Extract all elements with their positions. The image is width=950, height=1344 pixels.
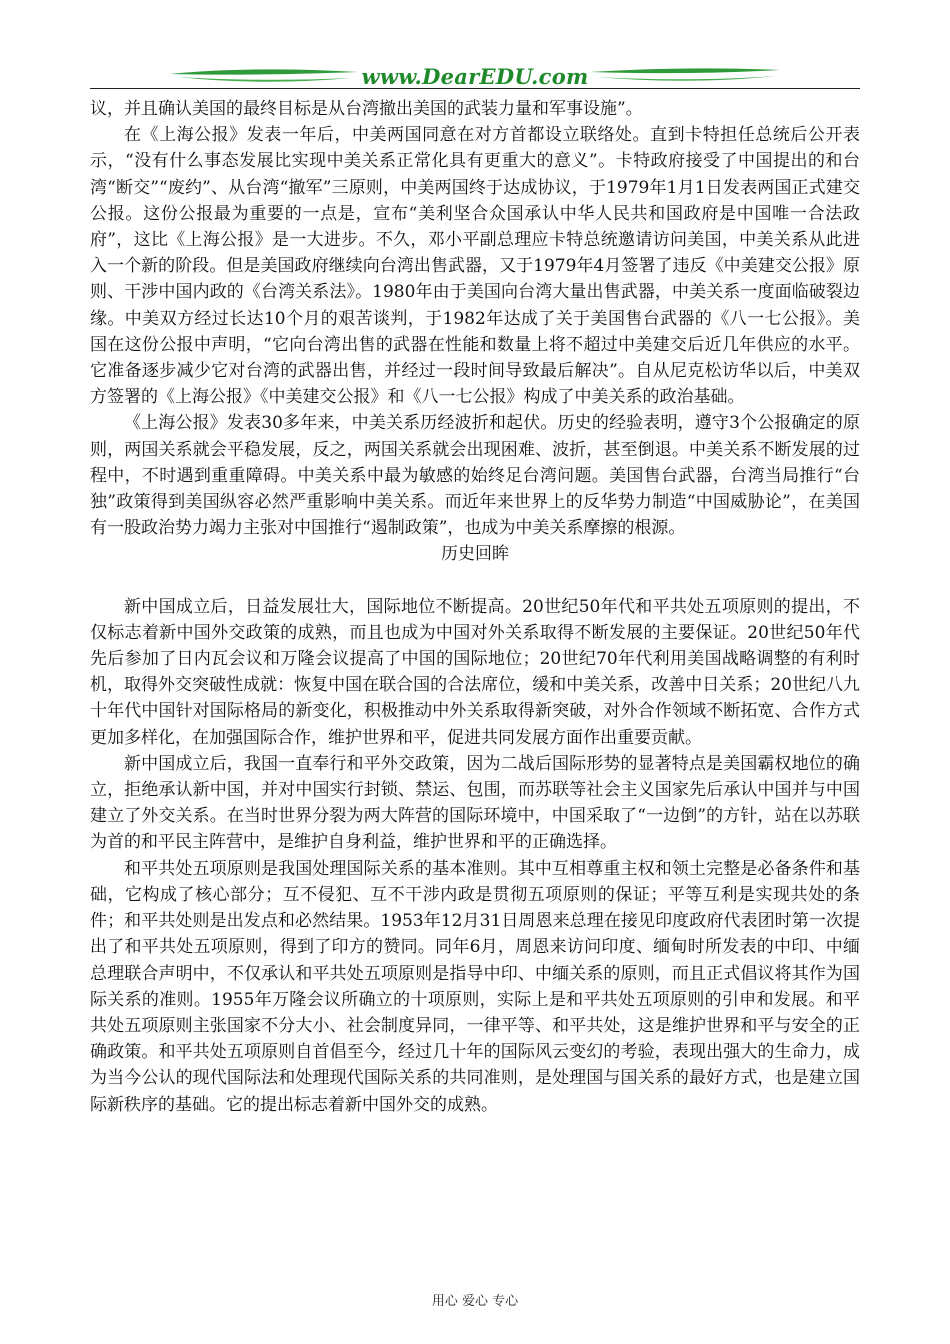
section-title: 历史回眸 — [441, 544, 509, 565]
paragraph: 新中国成立后，我国一直奉行和平外交政策，因为二战后国际形势的显著特点是美国霸权地位的确立，拒绝承认新中国，并对中国实行封锁、禁运、包围，而苏联等社会主义国家先后承认中国并与中国建立了外交关系。在当时世界分裂为两大阵营的国际环境中，中国采取了“一边倒”的方针，站在以苏联为首的和平民主阵营中，是维护自身利益，维护世界和平的正确选择。 — [90, 753, 860, 853]
paragraph: 《上海公报》发表30多年来，中美关系历经波折和起伏。历史的经验表明，遵守3个公报确定的原则，两国关系就会平稳发展，反之，两国关系就会出现困难、波折，甚至倒退。中美关系不断发展的过程中，不时遇到重重障碍。中美关系中最为敏感的始终足台湾问题。美国售台武器，台湾当局推行“台独”政策得到美国纵容必然严重影响中美关系。而近年来世界上的反华势力制造“中国威胁论”，在美国有一股政治势力竭力主张对中国推行“遏制政策”，也成为中美关系摩擦的根源。 — [90, 413, 860, 539]
paragraph: 在《上海公报》发表一年后，中美两国同意在对方首都设立联络处。直到卡特担任总统后公开表示，“没有什么事态发展比实现中美关系正常化具有更重大的意义”。卡特政府接受了中国提出的和台湾“断交”“废约”、从台湾“撤军”三原则，中美两国终于达成协议，于1979年1月1日发表两国正式建交公报。这份公报最为重要的一点是，宣布“美利坚合众国承认中华人民共和国政府是中国唯一合法政府”，这比《上海公报》是一大进步。不久，邓小平副总理应卡特总统邀请访问美国，中美关系从此进入一个新的阶段。但是美国政府继续向台湾出售武器，又于1979年4月签署了违反《中美建交公报》原则、干涉中国内政的《台湾关系法》。1980年由于美国向台湾大量出售武器，中美关系一度面临破裂边缘。中美双方经过长达10个月的艰苦谈判，于1982年达成了关于美国售台武器的《八一七公报》。美国在这份公报中声明，“它向台湾出售的武器在性能和数量上将不超过中美建交后近几年供应的水平。它准备逐步减少它对台湾的武器出售，并经过一段时间导致最后解决”。自从尼克松访华以后，中美双方签署的《上海公报》《中美建交公报》和《八一七公报》构成了中美关系的政治基础。 — [90, 125, 860, 408]
paragraph: 新中国成立后，日益发展壮大，国际地位不断提高。20世纪50年代和平共处五项原则的提出，不仅标志着新中国外交政策的成熟，而且也成为中国对外关系取得不断发展的主要保证。20世纪50年代先后参加了日内瓦会议和万隆会议提高了中国的国际地位；20世纪70年代利用美国战略调整的有利时机，取得外交突破性成就：恢复中国在联合国的合法席位，缓和中美关系，改善中日关系；20世纪八九十年代中国针对国际格局的新变化，积极推动中外关系取得新突破，对外合作领域不断拓宽、合作方式更加多样化，在加强国际合作，维护世界和平，促进共同发展方面作出重要贡献。 — [90, 596, 860, 748]
page-footer: 用心 爱心 专心 — [431, 1294, 519, 1309]
paragraph-continuation: 议，并且确认美国的最终目标是从台湾撤出美国的武装力量和军事设施”。 — [90, 99, 643, 119]
site-logo-text[interactable]: www.DearEDU.com — [361, 64, 589, 89]
paragraph: 和平共处五项原则是我国处理国际关系的基本准则。其中互相尊重主权和领土完整是必备条件和基础，它构成了核心部分；互不侵犯、互不干涉内政是贯彻五项原则的保证；平等互利是实现共处的条件；和平共处则是出发点和必然结果。1953年12月31日周恩来总理在接见印度政府代表团时第一次提出了和平共处五项原则，得到了印方的赞同。同年6月，周恩来访问印度、缅甸时所发表的中印、中缅总理联合声明中，不仅承认和平共处五项原则是指导中印、中缅关系的原则，而且正式倡议将其作为国际关系的准则。1955年万隆会议所确立的十项原则，实际上是和平共处五项原则的引申和发展。和平共处五项原则主张国家不分大小、社会制度异同，一律平等、和平共处，这是维护世界和平与安全的正确政策。和平共处五项原则自首倡至今，经过几十年的国际风云变幻的考验，表现出强大的生命力，成为当今公认的现代国际法和处理现代国际关系的共同准则，是处理国与国关系的最好方式，也是建立国际新秩序的基础。它的提出标志着新中国外交的成熟。 — [90, 858, 860, 1115]
blank-line — [90, 568, 860, 594]
header-divider — [90, 88, 860, 89]
document-body — [90, 96, 860, 1118]
